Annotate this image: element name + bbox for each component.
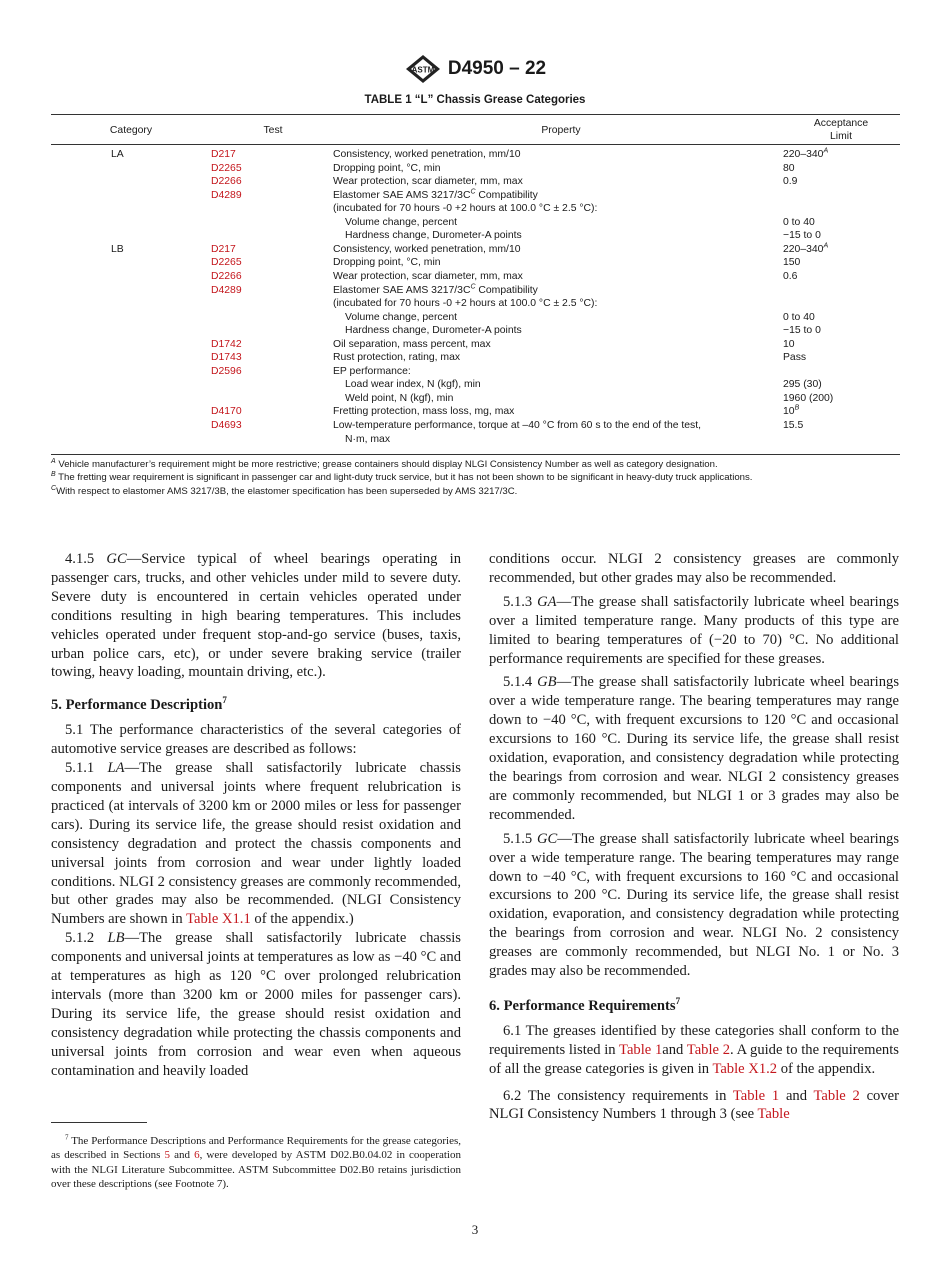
link-table-x1-2[interactable]: Table X1.2: [712, 1060, 778, 1077]
table-row: [51, 175, 900, 188]
table-row: [51, 297, 900, 310]
test-method-link[interactable]: D1743: [211, 352, 242, 364]
table-top-rule: [51, 114, 900, 115]
page-header: [0, 54, 950, 84]
property-cell: Consistency, worked penetration, mm/10: [333, 149, 521, 160]
limit-cell: $10^B$: [783, 404, 800, 418]
limit-cell: 15.5: [783, 420, 804, 431]
paragraph-4-1-5: 4.1.5 GC—Service typical of wheel bearings operating in passenger cars, trucks, and other vehicles under mild to severe duty. Severe duty is encountered in certain vehicles operated under conditions resulting in high bearing temperatures. This includes vehicles operated under frequent stop-and-go service (buses, taxis, urban police cars, etc), or under severe braking service (trailer towing, heavy loading, mountain driving, etc.).: [51, 551, 461, 681]
column-header-category: Category: [109, 125, 153, 136]
table-bottom-rule: [51, 454, 900, 455]
property-cell: Volume change, percent: [345, 311, 458, 323]
test-method-link[interactable]: D4289: [211, 189, 242, 201]
limit-cell: 1960 (200): [783, 392, 834, 404]
link-table-x1-1[interactable]: Table X1.1: [186, 911, 251, 928]
test-method-link[interactable]: D2266: [211, 176, 242, 188]
table-row: [51, 419, 900, 432]
table-row: [51, 162, 900, 175]
link-section-6[interactable]: 6: [194, 1149, 200, 1162]
limit-cell: 295 (30): [783, 379, 822, 391]
test-method-link[interactable]: D217: [211, 243, 236, 255]
table-row: [51, 392, 900, 405]
footnote-7: $^7$ The Performance Descriptions and Performance Requirements for the grease categories, as described in Sections 5 and 6, were developed by ASTM D02.B0.04.02 in cooperation with the NLGI Literature Subcommittee. ASTM Subcommittee D02.B0 retains jurisdiction over these descriptions (see Footnote 7).: [51, 1133, 461, 1191]
table-row: [51, 216, 900, 229]
table-footnote-b: $^B$ The fretting wear requirement is significant in passenger car and light-duty truck service, but it has not been shown to be significant in heavy-duty truck applications.: [51, 471, 753, 484]
test-method-link[interactable]: D4693: [211, 420, 242, 431]
property-cell: Weld point, N (kgf), min: [345, 392, 454, 404]
limit-cell: 0.6: [783, 270, 798, 282]
property-cell: Fretting protection, mass loss, mg, max: [333, 406, 515, 418]
property-cell: Oil separation, mass percent, max: [333, 338, 491, 350]
test-method-link[interactable]: D2265: [211, 162, 242, 174]
category-cell: LA: [111, 149, 124, 160]
test-method-link[interactable]: D4170: [211, 406, 242, 418]
table-row: [51, 229, 900, 242]
svg-text:ASTM: ASTM: [411, 65, 435, 75]
test-method-link[interactable]: D1742: [211, 338, 242, 350]
test-method-link[interactable]: D2266: [211, 270, 242, 282]
table-row: [51, 433, 900, 446]
limit-cell: 10: [783, 338, 795, 350]
property-cell: (incubated for 70 hours -0 +2 hours at 100.0 °C ± 2.5 °C):: [333, 298, 598, 310]
table-row: [51, 189, 900, 202]
test-method-link[interactable]: D2596: [211, 365, 242, 377]
paragraph-6-1: 6.1 The greases identified by these categories shall conform to the requirements listed in Table 1and Table 2. A guide to the requirements of all the grease categories is given in Table X1.2 of the appendix.: [489, 1022, 899, 1077]
paragraph-continued: conditions occur. NLGI 2 consistency greases are commonly recommended, but other grades may also be recommended.: [489, 551, 899, 586]
table-row: [51, 284, 900, 297]
link-table-1[interactable]: Table 1: [732, 1087, 780, 1104]
link-table-2[interactable]: Table 2: [686, 1041, 731, 1058]
table-row: [51, 351, 900, 364]
left-column: [51, 550, 461, 1080]
link-section-5[interactable]: 5: [164, 1149, 170, 1162]
property-cell: Elastomer SAE AMS $3217/3C^C$ Compatibility: [333, 188, 538, 201]
property-cell: Hardness change, Durometer-A points: [345, 325, 522, 337]
property-cell: (incubated for 70 hours -0 +2 hours at 100.0 °C ± 2.5 °C):: [333, 203, 598, 215]
property-cell: Wear protection, scar diameter, mm, max: [333, 270, 523, 282]
table-row: [51, 365, 900, 378]
property-cell: Consistency, worked penetration, mm/10: [333, 243, 521, 255]
column-header-property: Property: [541, 125, 581, 136]
link-table-1[interactable]: Table 1: [619, 1041, 663, 1058]
paragraph-5-1-4: 5.1.4 GB—The grease shall satisfactorily lubricate wheel bearings over a wide temperature range. The bearing temperatures may range down to −40 °C, with frequent excursions to 120 °C and occasional excursions to 160 °C. During its service life, the grease shall resist oxidation, evaporation, and consistency degradation while protecting the bearings from corrosion and wear. NLGI 2 consistency greases are commonly recommended, but NLGI 1 or 3 grades may also be recommended.: [489, 674, 899, 823]
table-row: [51, 243, 900, 256]
property-cell: Rust protection, rating, max: [333, 352, 461, 364]
test-method-link[interactable]: D2265: [211, 257, 242, 269]
paragraph-5-1-2: 5.1.2 LB—The grease shall satisfactorily lubricate chassis components and universal joints at temperatures as low as −40 °C and at temperatures as high as 120 °C over prolonged relubrication intervals (more than 3200 km or 2000 miles for passenger cars). During its service life, the grease should resist oxidation and consistency degradation while protecting the chassis components and universal joints from corrosion and wear even when aqueous contamination and heavily loaded: [51, 930, 461, 1079]
astm-logo-icon: [404, 54, 442, 84]
document-id: D4950 – 22: [447, 58, 547, 79]
table-row: [51, 256, 900, 269]
limit-cell: −15 to 0: [783, 325, 821, 337]
footnote-rule: [51, 1122, 147, 1123]
section-5-heading: 5. Performance Description$^7$: [51, 695, 227, 714]
property-cell: Wear protection, scar diameter, mm, max: [333, 176, 523, 188]
property-cell: Volume change, percent: [345, 216, 458, 228]
table-footnotes: [51, 458, 900, 498]
test-method-link[interactable]: D217: [211, 149, 236, 160]
table-row: [51, 378, 900, 391]
property-cell: Dropping point, °C, min: [333, 257, 441, 269]
limit-cell: 150: [783, 257, 801, 269]
table-row: [51, 311, 900, 324]
paragraph-5-1: 5.1 The performance characteristics of the several categories of automotive service greases are described as follows:: [51, 722, 461, 758]
limit-cell: 0.9: [783, 176, 798, 188]
limit-cell: $220-340^A$: [783, 147, 829, 160]
section-6-heading: 6. Performance Requirements$^7$: [489, 996, 681, 1014]
test-method-link[interactable]: D4289: [211, 284, 242, 296]
page-number: 3: [471, 1222, 479, 1237]
paragraph-5-1-3: 5.1.3 GA—The grease shall satisfactorily lubricate wheel bearings over a limited temperature range. Many products of this type are limited to bearing temperatures of (−20 to 70) °C. No additional performance requirements are specified for these greases.: [489, 593, 899, 667]
limit-cell: 80: [783, 162, 795, 174]
property-cell: Low-temperature performance, torque at –40 °C from 60 s to the end of the test,: [333, 420, 702, 431]
table-row: [51, 324, 900, 337]
property-cell: EP performance:: [333, 365, 411, 377]
table-footnote-c: $^C$With respect to elastomer AMS 3217/3B, the elastomer specification has been superseded by AMS 3217/3C.: [51, 484, 518, 497]
right-column: [489, 550, 899, 1124]
paragraph-5-1-1: 5.1.1 LA—The grease shall satisfactorily lubricate chassis components and universal joints where frequent relubrication is practiced (at intervals of 3200 km or 2000 miles or less for passenger cars). During its service life, the grease should resist oxidation and consistency degradation and protect the chassis components and universal joints from corrosion and wear under lightly loaded conditions. NLGI 2 consistency greases are commonly recommended, but other grades may also be recommended. (NLGI Consistency Numbers are shown in Table X1.1 of the appendix.): [51, 760, 461, 928]
table-row: [51, 202, 900, 215]
paragraph-5-1-5: 5.1.5 GC—The grease shall satisfactorily lubricate wheel bearings over a wide temperature range. The bearing temperatures may range down to −40 °C, with frequent excursions to 160 °C and occasional excursions to 200 °C. During its service life, the grease shall resist oxidation, evaporation, and consistency degradation while protecting the bearings from corrosion and wear. NLGI No. 2 consistency greases are commonly recommended, but NLGI No. 1 or No. 3 grades may also be recommended.: [489, 830, 900, 980]
property-cell: Dropping point, °C, min: [333, 162, 441, 174]
link-table-2[interactable]: Table 2: [813, 1087, 860, 1104]
limit-cell: 0 to 40: [783, 311, 815, 323]
category-cell: LB: [111, 243, 124, 255]
column-header-limit: Acceptance Limit: [813, 118, 869, 142]
paragraph-6-2: 6.2 The consistency requirements in Table 1 and Table 2 cover NLGI Consistency Numbers 1 through 3 (see Table: [489, 1087, 899, 1123]
table-row: [51, 405, 900, 418]
link-table[interactable]: Table: [757, 1106, 790, 1123]
property-cell: Load wear index, N (kgf), min: [345, 379, 481, 391]
table-row: [51, 270, 900, 283]
table-row: [51, 148, 900, 161]
table-header-rule: [51, 144, 900, 145]
limit-cell: $220-340^A$: [783, 242, 829, 255]
property-cell: N·m, max: [345, 433, 391, 445]
column-header-test: Test: [263, 125, 283, 136]
table-title: TABLE 1 “L” Chassis Grease Categories: [364, 94, 586, 106]
table-row: [51, 338, 900, 351]
table-footnote-a: $^A$ Vehicle manufacturer’s requirement might be more restrictive; grease containers should display NLGI Consistency Number as well as category designation.: [51, 457, 718, 470]
limit-cell: Pass: [783, 352, 807, 364]
limit-cell: 0 to 40: [783, 216, 815, 228]
limit-cell: −15 to 0: [783, 230, 821, 242]
property-cell: Hardness change, Durometer-A points: [345, 230, 522, 242]
property-cell: Elastomer SAE AMS $3217/3C^C$ Compatibility: [333, 283, 538, 296]
